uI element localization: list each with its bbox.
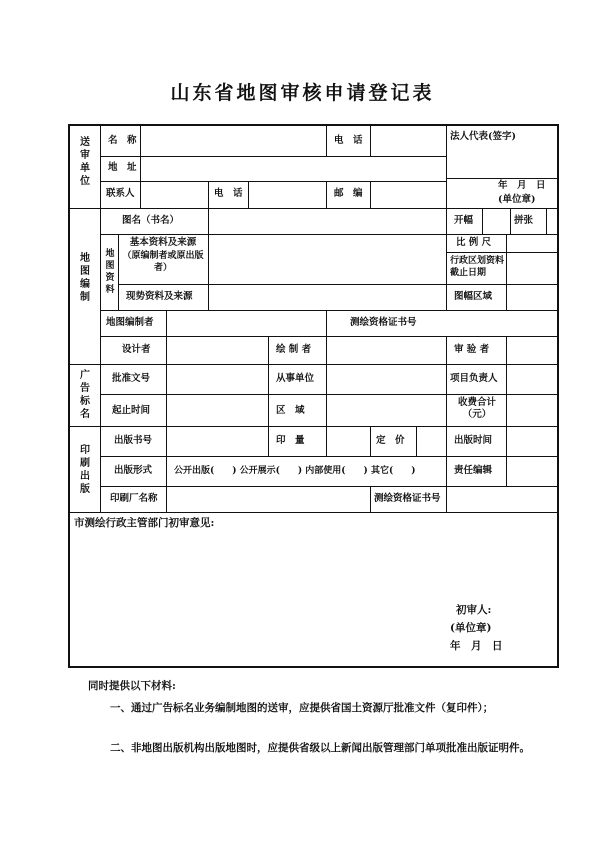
opinion-date: 年 月 日	[450, 640, 503, 652]
opinion-seal: (单位章)	[450, 622, 492, 634]
label-approval-no: 批准文号	[112, 373, 151, 384]
label-basic-source: 基本资料及来源	[129, 237, 197, 248]
label-pub-form: 出版形式	[114, 465, 153, 476]
application-form-table	[68, 124, 559, 668]
label-print-survey-cert: 测绘资格证书号	[374, 493, 441, 504]
label-project-lead: 项目负责人	[450, 373, 498, 384]
label-current-source: 现势资料及来源	[126, 291, 193, 302]
label-phone: 电 话	[334, 135, 363, 146]
notes-item-1: 一、通过广告标名业务编制地图的送审，应提供省国土资源厅批准文件（复印件）；	[110, 702, 494, 714]
label-seal: (单位章)	[498, 194, 536, 205]
label-name: 名 称	[108, 135, 137, 146]
label-date: 年 月 日	[498, 180, 546, 191]
label-basic-source-sub: （原编制者或原出版者）	[122, 251, 204, 273]
label-pub-time: 出版时间	[454, 435, 493, 446]
label-legal-rep: 法人代表(签字)	[450, 131, 516, 142]
section-label-sender: 送审单位	[80, 137, 90, 187]
label-region: 区 域	[276, 405, 305, 416]
page-title: 山东省地图审核申请登记表	[170, 82, 435, 104]
label-unit: 从事单位	[276, 373, 315, 384]
label-editor: 责任编辑	[454, 465, 493, 476]
label-contact: 联系人	[106, 188, 135, 199]
label-period: 起止时间	[112, 405, 151, 416]
label-phone-2: 电 话	[214, 188, 243, 199]
label-map-name: 图名（书名）	[122, 215, 180, 226]
label-reviewer: 审 验 者	[454, 344, 490, 355]
notes-heading: 同时提供以下材料:	[88, 680, 176, 692]
label-printer: 印刷厂名称	[110, 493, 158, 504]
opinion-heading: 市测绘行政主管部门初审意见:	[74, 517, 215, 529]
label-admin-deadline: 行政区划资料截止日期	[450, 256, 505, 278]
label-compiler: 地图编制者	[106, 317, 154, 328]
label-survey-cert: 测绘资格证书号	[350, 317, 417, 328]
label-address: 地 址	[108, 162, 137, 173]
label-designer: 设计者	[122, 344, 151, 355]
section-label-print: 印刷出版	[80, 445, 90, 495]
section-label-map-compile: 地图编制	[80, 253, 90, 303]
label-map-data: 地图资料	[105, 249, 115, 295]
label-fee-total: 收费合计（元）	[457, 397, 496, 420]
label-format: 开幅	[454, 215, 474, 226]
label-volume: 印 量	[276, 435, 305, 446]
opinion-reviewer: 初审人:	[456, 604, 492, 616]
label-price: 定 价	[376, 435, 405, 446]
section-label-ad: 广告标名	[80, 370, 90, 420]
label-book-no: 出版书号	[114, 435, 153, 446]
label-map-area: 图幅区域	[454, 291, 493, 302]
notes-item-2: 二、非地图出版机构出版地图时，应提供省级以上新闻出版管理部门单项批准出版证明件。	[110, 742, 530, 754]
label-drafter: 绘 制 者	[276, 344, 312, 355]
pub-form-options: 公开出版( ) 公开展示( ) 内部使用( ) 其它( )	[174, 466, 416, 476]
label-scale: 比 例 尺	[456, 237, 492, 248]
label-sheets: 拼张	[514, 215, 534, 226]
label-postcode: 邮 编	[334, 188, 363, 199]
